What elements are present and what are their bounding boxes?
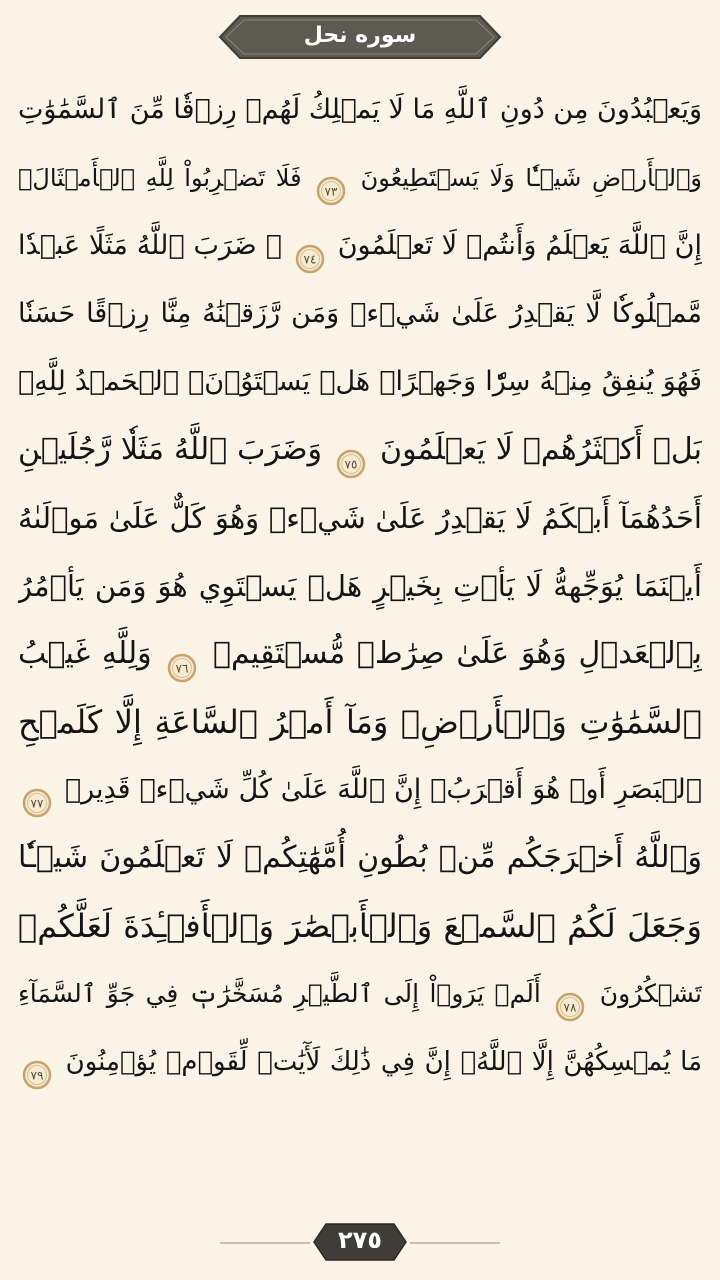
footer-rule-left [220,1242,310,1244]
ayah-number: ٧٩ [30,1068,44,1082]
verse-text: إِنَّ ٱللَّهَ يَعۡلَمُ وَأَنتُمۡ لَا تَعۡلَمُونَ [337,230,702,261]
verse-text: أَلَمۡ يَرَوۡاْ إِلَى ٱلطَّيۡرِ مُسَخَّرَٰتٖ فِي جَوِّ ٱلسَّمَآءِ [18,979,541,1008]
ayah-end-marker-icon [167,640,197,675]
footer-rule-right [410,1242,500,1244]
verse-text: ٱلۡبَصَرِ أَوۡ هُوَ أَقۡرَبُۚ إِنَّ ٱللَّهَ عَلَىٰ كُلِّ شَيۡءٖ قَدِيرٞ [64,774,702,805]
quran-line [18,484,702,552]
verse-text: وَيَعۡبُدُونَ مِن دُونِ ٱللَّهِ مَا لَا يَمۡلِكُ لَهُمۡ رِزۡقٗا مِّنَ ٱلسَّمَٰوَٰتِ [18,94,702,125]
verse-text: تَشۡكُرُونَ [599,979,702,1008]
ayah-number: ٧٧ [30,796,44,810]
verse-text: فَهُوَ يُنفِقُ مِنۡهُ سِرّٗا وَجَهۡرًاۖ هَلۡ يَسۡتَوُۥنَۚ ٱلۡحَمۡدُ لِلَّهِۚ [18,366,702,397]
quran-line [18,348,702,416]
verse-text: ۞ ضَرَبَ ٱللَّهُ مَثَلًا عَبۡدٗا [18,230,282,261]
ayah-number: ٧٨ [563,1000,577,1015]
ayah-end-marker-icon [555,980,585,1015]
verse-text: مَا يُمۡسِكُهُنَّ إِلَّا ٱللَّهُۚ إِنَّ فِي ذَٰلِكَ لَأٓيَٰتٖ لِّقَوۡمٖ يُؤۡمِنُونَ [65,1047,702,1077]
quran-line [18,620,702,688]
ayah-end-marker-icon [316,164,346,199]
verse-text: وَٱلۡأَرۡضِ شَيۡـٔٗا وَلَا يَسۡتَطِيعُونَ [360,164,702,192]
ayah-number: ٧٥ [344,457,358,471]
quran-line [18,144,702,212]
verse-text: فَلَا تَضۡرِبُواْ لِلَّهِ ٱلۡأَمۡثَالَۚ [18,164,302,192]
ayah-end-marker-icon [336,436,366,471]
verse-text: وَجَعَلَ لَكُمُ ٱلسَّمۡعَ وَٱلۡأَبۡصَٰرَ وَٱلۡأَفۡـِٔدَةَ لَعَلَّكُمۡ [18,907,702,945]
quran-line [18,552,702,620]
quran-line [18,756,702,824]
quran-line [18,688,702,756]
page-number-badge [312,1222,408,1262]
quran-line [18,416,702,484]
verse-text: مَّمۡلُوكٗا لَّا يَقۡدِرُ عَلَىٰ شَيۡءٖ وَمَن رَّزَقۡنَٰهُ مِنَّا رِزۡقًا حَسَنٗا [18,298,702,329]
verse-text: أَيۡنَمَا يُوَجِّههُّ لَا يَأۡتِ بِخَيۡرٍ هَلۡ يَسۡتَوِي هُوَ وَمَن يَأۡمُرُ [18,569,702,603]
surah-header-banner [218,14,502,60]
quran-line [18,280,702,348]
quran-line [18,892,702,960]
quran-line [18,1028,702,1096]
verse-text: وَضَرَبَ ٱللَّهُ مَثَلٗا رَّجُلَيۡنِ [18,432,322,467]
quran-line [18,824,702,892]
verse-text: أَحَدُهُمَآ أَبۡكَمُ لَا يَقۡدِرُ عَلَىٰ شَيۡءٖ وَهُوَ كَلٌّ عَلَىٰ مَوۡلَىٰهُ [18,501,702,535]
mushaf-page-text [18,72,702,1212]
verse-text: ٱلسَّمَٰوَٰتِ وَٱلۡأَرۡضِۚ وَمَآ أَمۡرُ ٱلسَّاعَةِ إِلَّا كَلَمۡحِ [18,703,702,741]
quran-line [18,212,702,280]
verse-text: وَلِلَّهِ غَيۡبُ [18,636,152,671]
ayah-end-marker-icon [295,232,325,266]
quran-line [18,76,702,144]
ayah-number: ٧٣ [324,184,338,199]
ayah-end-marker-icon [22,1048,52,1082]
quran-line [18,960,702,1028]
verse-text: بِٱلۡعَدۡلِ وَهُوَ عَلَىٰ صِرَٰطٖ مُّسۡتَقِيمٖ [213,636,702,671]
page-footer [0,1218,720,1268]
surah-name: سوره نحل [303,23,417,48]
ayah-number: ٧٦ [175,661,189,675]
page-number: ٢٧٥ [338,1226,382,1254]
verse-text: بَلۡ أَكۡثَرُهُمۡ لَا يَعۡلَمُونَ [380,432,702,467]
ayah-number: ٧٤ [303,252,317,266]
verse-text: وَٱللَّهُ أَخۡرَجَكُم مِّنۢ بُطُونِ أُمَّهَٰتِكُمۡ لَا تَعۡلَمُونَ شَيۡـٔٗا [18,840,702,875]
ayah-end-marker-icon [22,776,52,810]
